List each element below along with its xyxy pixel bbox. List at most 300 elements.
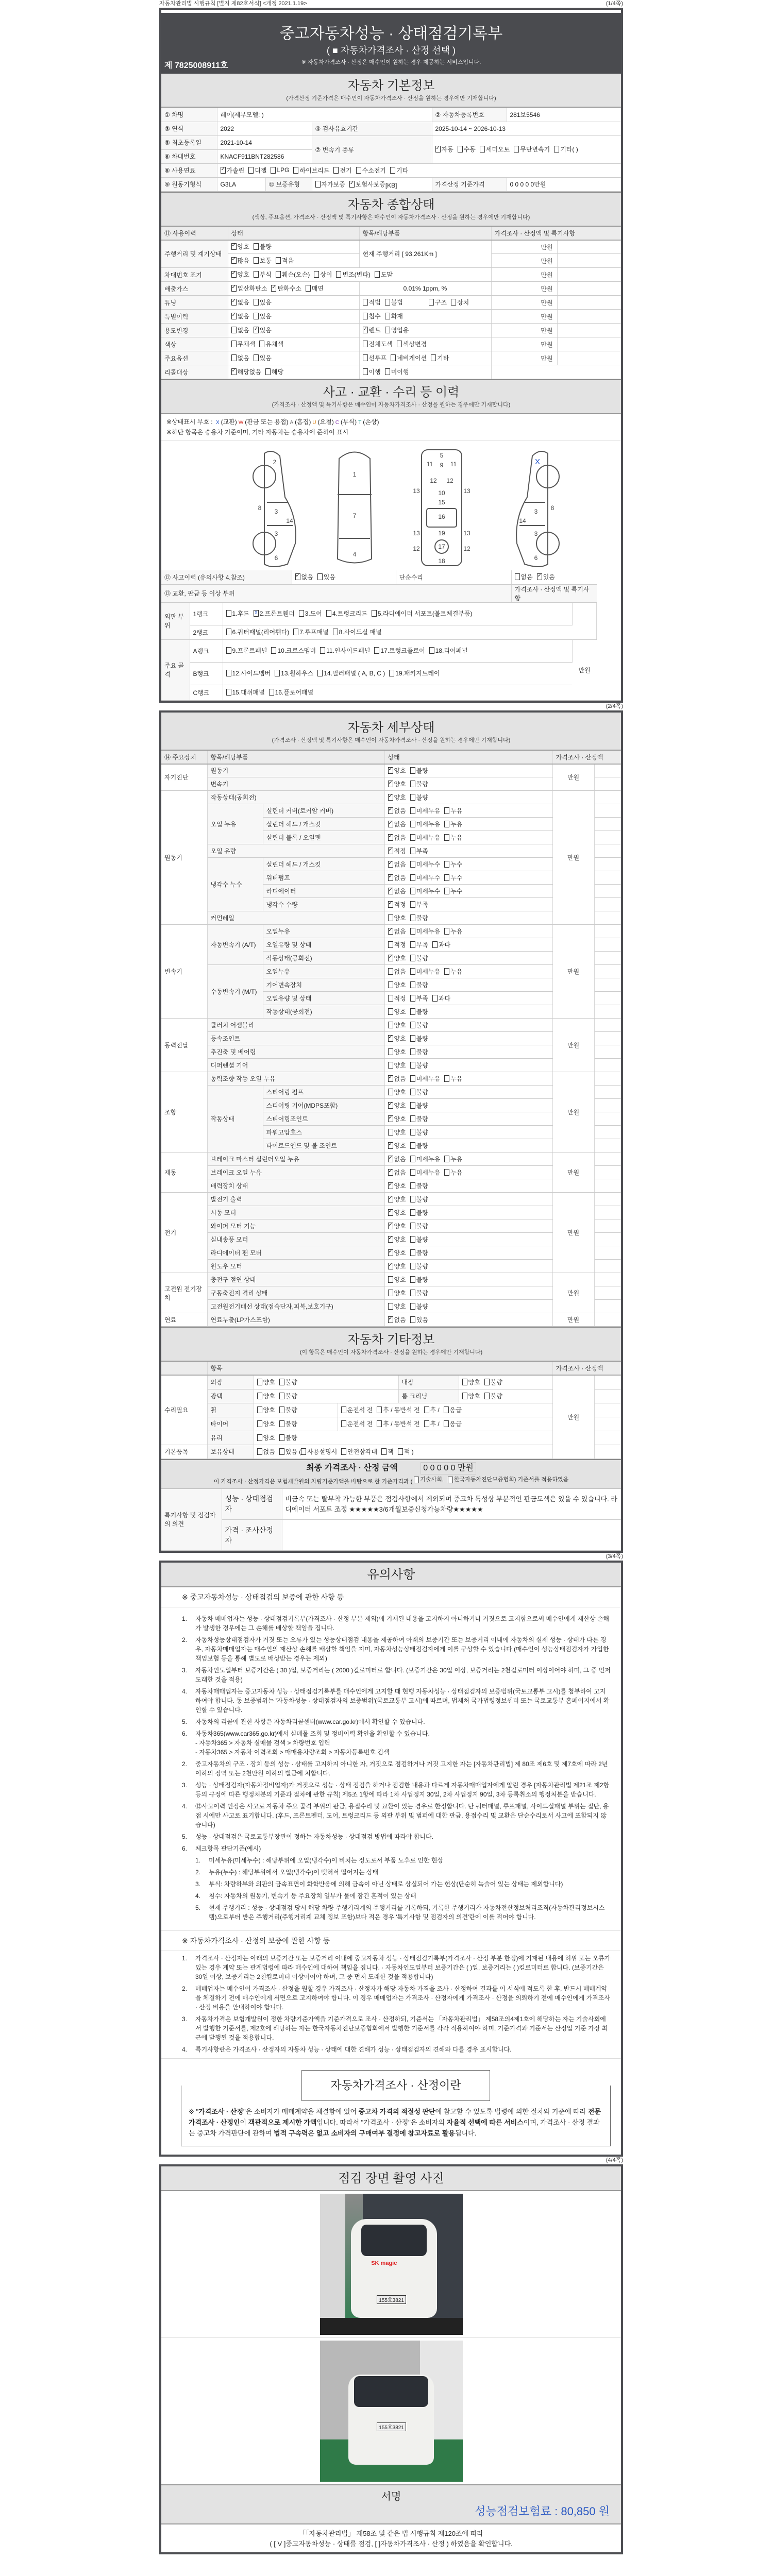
checkbox-option[interactable] bbox=[410, 1302, 428, 1311]
checkbox[interactable] bbox=[388, 834, 393, 841]
checkbox[interactable] bbox=[410, 981, 415, 988]
checkbox-option[interactable] bbox=[314, 270, 332, 279]
checkbox-option[interactable] bbox=[388, 1289, 406, 1297]
checkbox-option[interactable] bbox=[424, 1419, 440, 1428]
checkbox[interactable] bbox=[254, 243, 259, 250]
checkbox[interactable] bbox=[257, 1448, 262, 1455]
checkbox-option[interactable] bbox=[410, 900, 428, 909]
checkbox[interactable] bbox=[410, 1236, 415, 1243]
checkbox[interactable] bbox=[514, 146, 519, 152]
checkbox[interactable] bbox=[231, 271, 237, 278]
checkbox[interactable] bbox=[254, 271, 259, 278]
checkbox[interactable] bbox=[410, 794, 415, 801]
checkbox-option[interactable] bbox=[388, 1222, 406, 1230]
checkbox[interactable] bbox=[257, 1406, 262, 1413]
checkbox-option[interactable] bbox=[391, 353, 427, 362]
checkbox-option[interactable] bbox=[271, 646, 316, 655]
checkbox-option[interactable] bbox=[388, 860, 406, 869]
checkbox-option[interactable] bbox=[410, 1262, 428, 1270]
checkbox-option[interactable] bbox=[448, 1476, 568, 1484]
checkbox[interactable] bbox=[444, 968, 449, 975]
checkbox-option[interactable] bbox=[381, 1447, 394, 1456]
checkbox-option[interactable] bbox=[444, 860, 462, 869]
checkbox[interactable] bbox=[410, 874, 415, 881]
checkbox[interactable] bbox=[451, 299, 456, 306]
checkbox[interactable] bbox=[231, 257, 237, 264]
checkbox[interactable] bbox=[410, 955, 415, 961]
checkbox-option[interactable] bbox=[388, 967, 406, 976]
checkbox[interactable] bbox=[388, 1062, 393, 1069]
checkbox-option[interactable] bbox=[385, 367, 409, 376]
checkbox-option[interactable] bbox=[410, 1061, 428, 1070]
checkbox[interactable] bbox=[410, 1316, 415, 1323]
checkbox-option[interactable] bbox=[279, 1447, 301, 1456]
checkbox[interactable] bbox=[314, 271, 319, 278]
checkbox[interactable] bbox=[388, 1276, 393, 1283]
checkbox-option[interactable] bbox=[410, 1181, 428, 1190]
checkbox-option[interactable] bbox=[432, 994, 450, 1003]
checkbox-option[interactable] bbox=[429, 298, 447, 307]
checkbox-option[interactable] bbox=[432, 940, 450, 949]
checkbox-option[interactable] bbox=[301, 1447, 337, 1456]
checkbox-option[interactable] bbox=[410, 1021, 428, 1029]
checkbox[interactable] bbox=[231, 354, 237, 361]
checkbox-option[interactable] bbox=[410, 1235, 428, 1244]
checkbox[interactable] bbox=[356, 167, 361, 174]
checkbox[interactable] bbox=[226, 610, 231, 617]
checkbox[interactable] bbox=[372, 610, 377, 617]
checkbox-option[interactable] bbox=[389, 669, 440, 677]
checkbox[interactable] bbox=[410, 1209, 415, 1216]
checkbox-option[interactable] bbox=[257, 1433, 275, 1442]
checkbox-option[interactable] bbox=[299, 609, 322, 618]
checkbox-option[interactable] bbox=[317, 669, 385, 677]
checkbox[interactable] bbox=[388, 1223, 393, 1229]
checkbox[interactable] bbox=[388, 807, 393, 814]
checkbox[interactable] bbox=[389, 670, 394, 676]
checkbox[interactable] bbox=[275, 670, 280, 676]
checkbox-option[interactable] bbox=[410, 846, 428, 855]
checkbox-option[interactable] bbox=[388, 1155, 406, 1163]
checkbox[interactable] bbox=[320, 647, 325, 654]
checkbox-option[interactable] bbox=[295, 572, 313, 581]
checkbox[interactable] bbox=[397, 341, 402, 347]
checkbox-option[interactable] bbox=[341, 1419, 373, 1428]
checkbox[interactable] bbox=[248, 167, 254, 174]
checkbox[interactable] bbox=[374, 647, 379, 654]
checkbox[interactable] bbox=[226, 670, 231, 676]
checkbox-option[interactable] bbox=[388, 954, 406, 962]
checkbox-option[interactable] bbox=[388, 1302, 406, 1311]
checkbox-option[interactable] bbox=[231, 353, 249, 362]
checkbox-option[interactable] bbox=[444, 820, 462, 828]
checkbox-option[interactable] bbox=[462, 1392, 480, 1400]
checkbox-option[interactable] bbox=[388, 1061, 406, 1070]
checkbox-option[interactable] bbox=[388, 806, 406, 815]
checkbox-option[interactable] bbox=[410, 1208, 428, 1217]
checkbox[interactable] bbox=[410, 1102, 415, 1109]
checkbox-option[interactable] bbox=[257, 1392, 275, 1400]
checkbox[interactable] bbox=[410, 1249, 415, 1256]
checkbox[interactable] bbox=[388, 928, 393, 935]
checkbox-option[interactable] bbox=[231, 298, 249, 307]
checkbox-option[interactable] bbox=[349, 180, 385, 189]
checkbox-option[interactable] bbox=[388, 1141, 406, 1150]
checkbox-option[interactable] bbox=[388, 1034, 406, 1043]
checkbox-option[interactable] bbox=[363, 326, 381, 334]
checkbox[interactable] bbox=[388, 1316, 393, 1323]
checkbox[interactable] bbox=[388, 767, 393, 774]
checkbox[interactable] bbox=[410, 1089, 415, 1095]
checkbox-option[interactable] bbox=[275, 669, 313, 677]
checkbox-option[interactable] bbox=[410, 873, 440, 882]
checkbox[interactable] bbox=[391, 354, 396, 361]
checkbox-option[interactable] bbox=[269, 688, 314, 697]
checkbox[interactable] bbox=[432, 995, 438, 1002]
checkbox-option[interactable] bbox=[279, 1419, 297, 1428]
checkbox[interactable] bbox=[444, 1420, 449, 1427]
checkbox[interactable] bbox=[279, 1393, 284, 1399]
checkbox-option[interactable] bbox=[333, 628, 382, 636]
checkbox[interactable] bbox=[349, 181, 355, 188]
checkbox[interactable] bbox=[388, 1048, 393, 1055]
checkbox-option[interactable] bbox=[390, 166, 408, 175]
checkbox-option[interactable] bbox=[444, 1419, 462, 1428]
checkbox-option[interactable] bbox=[388, 927, 406, 936]
checkbox[interactable] bbox=[410, 1062, 415, 1069]
checkbox-option[interactable] bbox=[410, 1222, 428, 1230]
checkbox-option[interactable] bbox=[257, 1447, 275, 1456]
checkbox-option[interactable] bbox=[254, 353, 272, 362]
checkbox[interactable] bbox=[271, 647, 276, 654]
checkbox-option[interactable] bbox=[410, 1155, 440, 1163]
checkbox-option[interactable] bbox=[410, 1315, 428, 1324]
checkbox[interactable] bbox=[410, 1075, 415, 1082]
checkbox-option[interactable] bbox=[265, 367, 283, 376]
checkbox[interactable] bbox=[410, 1022, 415, 1028]
checkbox-option[interactable] bbox=[410, 833, 440, 842]
checkbox[interactable] bbox=[398, 1448, 403, 1455]
checkbox-option[interactable] bbox=[254, 270, 272, 279]
checkbox-option[interactable] bbox=[388, 1101, 406, 1110]
checkbox[interactable] bbox=[410, 1142, 415, 1149]
checkbox[interactable] bbox=[259, 341, 264, 347]
checkbox[interactable] bbox=[410, 1303, 415, 1310]
checkbox[interactable] bbox=[388, 968, 393, 975]
checkbox-option[interactable] bbox=[388, 793, 406, 802]
checkbox-option[interactable] bbox=[388, 1128, 406, 1137]
checkbox[interactable] bbox=[301, 1448, 306, 1455]
checkbox[interactable] bbox=[254, 610, 259, 617]
checkbox[interactable] bbox=[363, 341, 368, 347]
checkbox[interactable] bbox=[385, 313, 390, 319]
checkbox-option[interactable] bbox=[388, 887, 406, 895]
checkbox-option[interactable] bbox=[515, 572, 533, 581]
checkbox-option[interactable] bbox=[410, 1074, 440, 1083]
checkbox[interactable] bbox=[326, 610, 331, 617]
checkbox-option[interactable] bbox=[410, 1195, 428, 1204]
checkbox[interactable] bbox=[231, 243, 237, 250]
checkbox[interactable] bbox=[444, 834, 449, 841]
checkbox[interactable] bbox=[333, 167, 339, 174]
checkbox-option[interactable] bbox=[326, 609, 367, 618]
checkbox[interactable] bbox=[388, 1249, 393, 1256]
checkbox-option[interactable] bbox=[388, 846, 406, 855]
checkbox[interactable] bbox=[257, 1379, 262, 1385]
checkbox[interactable] bbox=[424, 1420, 429, 1427]
checkbox-option[interactable] bbox=[377, 1405, 419, 1414]
checkbox-option[interactable] bbox=[410, 980, 428, 989]
checkbox-option[interactable] bbox=[429, 646, 468, 655]
checkbox-option[interactable] bbox=[315, 180, 345, 189]
checkbox[interactable] bbox=[254, 313, 259, 319]
checkbox[interactable] bbox=[231, 285, 237, 292]
checkbox-option[interactable] bbox=[388, 1074, 406, 1083]
checkbox[interactable] bbox=[317, 670, 323, 676]
checkbox-option[interactable] bbox=[341, 1447, 377, 1456]
checkbox[interactable] bbox=[410, 1008, 415, 1015]
checkbox[interactable] bbox=[299, 610, 304, 617]
checkbox-option[interactable] bbox=[410, 779, 428, 788]
checkbox[interactable] bbox=[341, 1420, 346, 1427]
checkbox[interactable] bbox=[388, 1089, 393, 1095]
checkbox[interactable] bbox=[254, 327, 259, 333]
checkbox-option[interactable] bbox=[276, 270, 310, 279]
checkbox-option[interactable] bbox=[221, 166, 245, 175]
checkbox[interactable] bbox=[388, 981, 393, 988]
checkbox[interactable] bbox=[444, 1075, 449, 1082]
checkbox-option[interactable] bbox=[410, 1007, 428, 1016]
checkbox[interactable] bbox=[388, 1142, 393, 1149]
checkbox-option[interactable] bbox=[279, 1378, 297, 1386]
checkbox-option[interactable] bbox=[306, 284, 324, 293]
checkbox[interactable] bbox=[432, 941, 438, 948]
checkbox[interactable] bbox=[410, 1276, 415, 1283]
checkbox-option[interactable] bbox=[410, 1248, 428, 1257]
checkbox-option[interactable] bbox=[293, 628, 328, 636]
checkbox[interactable] bbox=[295, 573, 300, 580]
checkbox[interactable] bbox=[377, 1406, 382, 1413]
checkbox-option[interactable] bbox=[410, 766, 428, 775]
checkbox[interactable] bbox=[388, 1035, 393, 1042]
checkbox-option[interactable] bbox=[388, 1315, 406, 1324]
checkbox-option[interactable] bbox=[388, 940, 406, 949]
checkbox[interactable] bbox=[515, 573, 520, 580]
checkbox[interactable] bbox=[388, 914, 393, 921]
checkbox-option[interactable] bbox=[410, 1128, 428, 1137]
checkbox-option[interactable] bbox=[254, 298, 272, 307]
checkbox[interactable] bbox=[388, 1209, 393, 1216]
checkbox-option[interactable] bbox=[410, 1168, 440, 1177]
checkbox[interactable] bbox=[444, 1406, 449, 1413]
checkbox[interactable] bbox=[388, 1196, 393, 1202]
checkbox[interactable] bbox=[435, 146, 441, 152]
checkbox-option[interactable] bbox=[231, 284, 267, 293]
checkbox[interactable] bbox=[444, 861, 449, 868]
checkbox-option[interactable] bbox=[388, 913, 406, 922]
checkbox-option[interactable] bbox=[444, 1405, 462, 1414]
checkbox-option[interactable] bbox=[226, 669, 271, 677]
checkbox[interactable] bbox=[265, 368, 271, 375]
checkbox-option[interactable] bbox=[397, 340, 427, 348]
checkbox-option[interactable] bbox=[388, 1248, 406, 1257]
checkbox-option[interactable] bbox=[388, 980, 406, 989]
checkbox[interactable] bbox=[462, 1393, 467, 1399]
checkbox-option[interactable] bbox=[363, 298, 381, 307]
checkbox[interactable] bbox=[385, 327, 390, 333]
checkbox[interactable] bbox=[231, 299, 237, 306]
checkbox-option[interactable] bbox=[317, 572, 335, 581]
checkbox[interactable] bbox=[276, 271, 281, 278]
checkbox-option[interactable] bbox=[444, 887, 462, 895]
checkbox[interactable] bbox=[279, 1434, 284, 1441]
checkbox[interactable] bbox=[410, 861, 415, 868]
checkbox[interactable] bbox=[388, 1008, 393, 1015]
checkbox[interactable] bbox=[388, 1022, 393, 1028]
checkbox[interactable] bbox=[385, 368, 390, 375]
checkbox-option[interactable] bbox=[254, 326, 272, 334]
checkbox[interactable] bbox=[257, 1393, 262, 1399]
checkbox-option[interactable] bbox=[254, 256, 272, 265]
checkbox-option[interactable] bbox=[480, 145, 510, 154]
checkbox-option[interactable] bbox=[431, 353, 449, 362]
checkbox[interactable] bbox=[410, 834, 415, 841]
checkbox[interactable] bbox=[410, 1129, 415, 1136]
checkbox-option[interactable] bbox=[363, 312, 381, 320]
checkbox[interactable] bbox=[410, 1115, 415, 1122]
checkbox-option[interactable] bbox=[372, 609, 473, 618]
checkbox-option[interactable] bbox=[320, 646, 370, 655]
checkbox-option[interactable] bbox=[410, 913, 428, 922]
checkbox[interactable] bbox=[388, 1169, 393, 1176]
checkbox-option[interactable] bbox=[410, 1289, 428, 1297]
checkbox-option[interactable] bbox=[279, 1392, 297, 1400]
checkbox[interactable] bbox=[388, 955, 393, 961]
checkbox-option[interactable] bbox=[388, 1275, 406, 1284]
checkbox-option[interactable] bbox=[231, 326, 249, 334]
checkbox[interactable] bbox=[231, 341, 237, 347]
checkbox[interactable] bbox=[484, 1379, 490, 1385]
checkbox-option[interactable] bbox=[385, 312, 403, 320]
checkbox-option[interactable] bbox=[231, 270, 249, 279]
checkbox[interactable] bbox=[388, 1303, 393, 1310]
checkbox-option[interactable] bbox=[388, 1181, 406, 1190]
checkbox-option[interactable] bbox=[451, 298, 469, 307]
checkbox[interactable] bbox=[410, 781, 415, 787]
checkbox-option[interactable] bbox=[293, 166, 329, 175]
checkbox-option[interactable] bbox=[410, 1088, 428, 1096]
checkbox-option[interactable] bbox=[444, 1074, 462, 1083]
checkbox[interactable] bbox=[231, 327, 237, 333]
checkbox-option[interactable] bbox=[333, 166, 351, 175]
checkbox-option[interactable] bbox=[254, 242, 272, 251]
checkbox[interactable] bbox=[480, 146, 485, 152]
checkbox-option[interactable] bbox=[276, 256, 294, 265]
checkbox-option[interactable] bbox=[374, 646, 425, 655]
checkbox-option[interactable] bbox=[410, 1034, 428, 1043]
checkbox[interactable] bbox=[341, 1406, 346, 1413]
checkbox-option[interactable] bbox=[363, 340, 393, 348]
checkbox[interactable] bbox=[254, 257, 259, 264]
checkbox-option[interactable] bbox=[388, 873, 406, 882]
checkbox[interactable] bbox=[276, 257, 281, 264]
checkbox[interactable] bbox=[279, 1406, 284, 1413]
checkbox[interactable] bbox=[388, 1102, 393, 1109]
checkbox[interactable] bbox=[363, 313, 368, 319]
checkbox[interactable] bbox=[279, 1379, 284, 1385]
checkbox-option[interactable] bbox=[226, 609, 249, 618]
checkbox-option[interactable] bbox=[257, 1405, 275, 1414]
checkbox-option[interactable] bbox=[375, 270, 393, 279]
checkbox[interactable] bbox=[414, 1477, 419, 1483]
checkbox-option[interactable] bbox=[444, 967, 462, 976]
checkbox-option[interactable] bbox=[226, 646, 267, 655]
checkbox-option[interactable] bbox=[257, 1378, 275, 1386]
checkbox[interactable] bbox=[306, 285, 311, 292]
checkbox-option[interactable] bbox=[435, 145, 453, 154]
checkbox-option[interactable] bbox=[231, 340, 256, 348]
checkbox-option[interactable] bbox=[388, 833, 406, 842]
checkbox[interactable] bbox=[388, 781, 393, 787]
checkbox[interactable] bbox=[410, 1035, 415, 1042]
checkbox-option[interactable] bbox=[424, 1405, 440, 1414]
checkbox[interactable] bbox=[226, 629, 231, 635]
checkbox[interactable] bbox=[388, 901, 393, 908]
checkbox[interactable] bbox=[429, 647, 434, 654]
checkbox-option[interactable] bbox=[226, 688, 265, 697]
checkbox[interactable] bbox=[254, 354, 259, 361]
checkbox-option[interactable] bbox=[410, 1101, 428, 1110]
checkbox[interactable] bbox=[388, 1263, 393, 1269]
checkbox-option[interactable] bbox=[231, 312, 249, 320]
checkbox[interactable] bbox=[410, 807, 415, 814]
checkbox-option[interactable] bbox=[514, 145, 550, 154]
checkbox-option[interactable] bbox=[231, 367, 261, 376]
checkbox-option[interactable] bbox=[388, 1007, 406, 1016]
checkbox-option[interactable] bbox=[226, 628, 290, 636]
checkbox[interactable] bbox=[279, 1448, 284, 1455]
checkbox-option[interactable] bbox=[537, 572, 555, 581]
checkbox[interactable] bbox=[341, 1448, 346, 1455]
checkbox-option[interactable] bbox=[410, 1141, 428, 1150]
checkbox[interactable] bbox=[444, 1156, 449, 1162]
checkbox[interactable] bbox=[410, 767, 415, 774]
checkbox[interactable] bbox=[410, 1263, 415, 1269]
checkbox[interactable] bbox=[410, 1290, 415, 1296]
checkbox-option[interactable] bbox=[410, 793, 428, 802]
checkbox[interactable] bbox=[388, 874, 393, 881]
checkbox-option[interactable] bbox=[271, 166, 289, 174]
checkbox[interactable] bbox=[381, 1448, 386, 1455]
checkbox-option[interactable] bbox=[410, 1047, 428, 1056]
checkbox[interactable] bbox=[231, 368, 237, 375]
checkbox[interactable] bbox=[317, 573, 323, 580]
checkbox-option[interactable] bbox=[410, 860, 440, 869]
checkbox[interactable] bbox=[410, 1182, 415, 1189]
checkbox-option[interactable] bbox=[410, 820, 440, 828]
checkbox-option[interactable] bbox=[363, 367, 381, 376]
checkbox-option[interactable] bbox=[388, 1208, 406, 1217]
checkbox[interactable] bbox=[410, 821, 415, 827]
checkbox-option[interactable] bbox=[444, 873, 462, 882]
checkbox-option[interactable] bbox=[554, 145, 578, 154]
checkbox[interactable] bbox=[444, 807, 449, 814]
checkbox-option[interactable] bbox=[410, 954, 428, 962]
checkbox[interactable] bbox=[385, 299, 390, 306]
checkbox-option[interactable] bbox=[388, 1114, 406, 1123]
checkbox[interactable] bbox=[484, 1393, 490, 1399]
checkbox[interactable] bbox=[375, 271, 380, 278]
